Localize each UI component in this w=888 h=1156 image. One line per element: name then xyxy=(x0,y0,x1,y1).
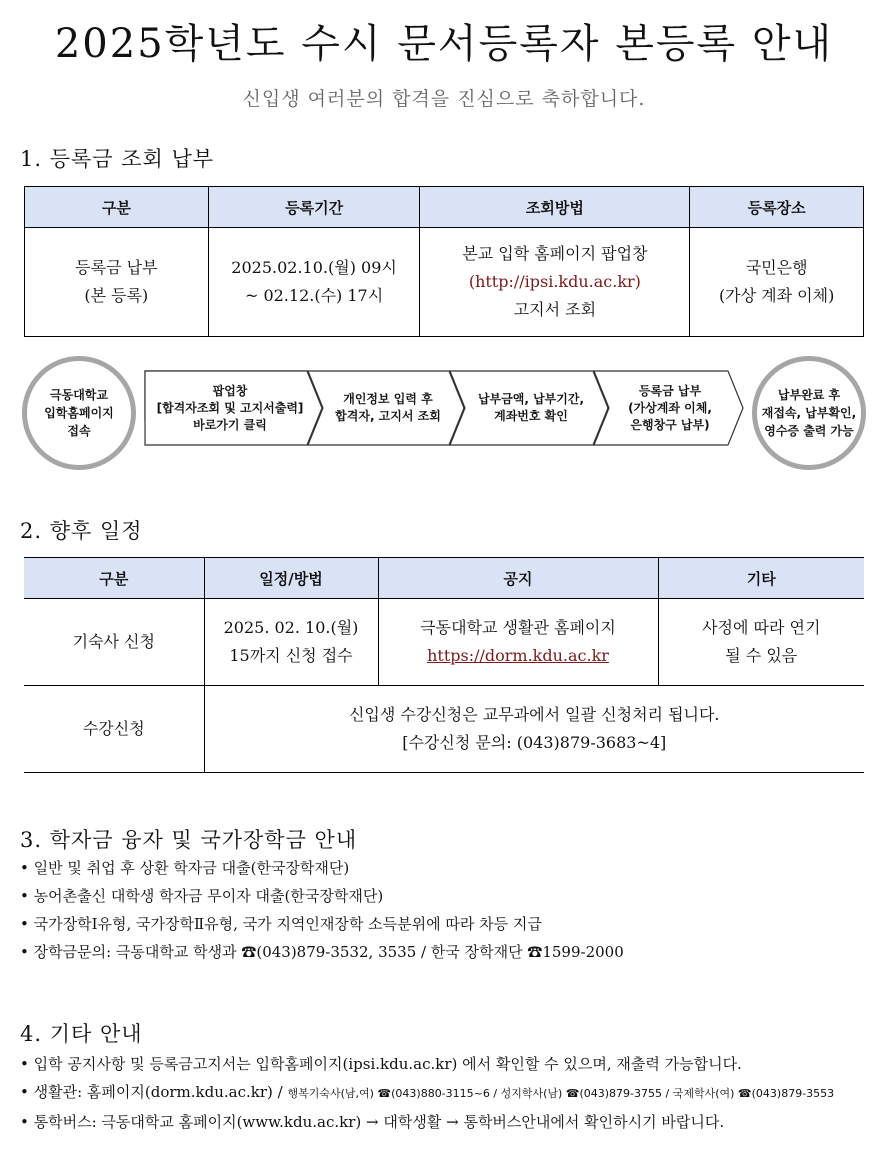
section3-heading: 3. 학자금 융자 및 국가장학금 안내 xyxy=(20,828,358,852)
flow-text: 극동대학교 xyxy=(50,388,108,402)
flow-text: 바로가기 클릭 xyxy=(193,417,267,432)
cell-text: [수강신청 문의: (043)879-3683~4] xyxy=(402,733,667,752)
page-title: 2025학년도 수시 문서등록자 본등록 안내 xyxy=(54,21,834,67)
list-item-text: • 생활관: 홈페이지(dorm.kdu.ac.kr) / xyxy=(20,1083,288,1101)
section4-heading: 4. 기타 안내 xyxy=(20,1022,143,1046)
cell-schedule xyxy=(204,599,378,686)
cell-text: 2025.02.10.(월) 09시 xyxy=(231,258,397,277)
col-header-period: 등록기간 xyxy=(208,187,420,228)
cell-text: 등록금 납부 xyxy=(75,258,158,277)
col-header-method: 조회방법 xyxy=(420,187,690,228)
list-item: • 일반 및 취업 후 상환 학자금 대출(한국장학재단) xyxy=(20,859,350,877)
flow-step-1 xyxy=(145,371,315,445)
flow-text: 납부완료 후 xyxy=(777,388,841,402)
payment-flow-diagram xyxy=(0,346,888,476)
dorm-link[interactable]: https://dorm.kdu.ac.kr xyxy=(427,646,609,665)
flow-start-circle xyxy=(22,356,136,470)
cell-text: 될 수 있음 xyxy=(725,646,798,665)
list-item: • 입학 공지사항 및 등록금고지서는 입학홈페이지(ipsi.kdu.ac.kr) 에서 확인할 수 있으며, 재출력 가능합니다. xyxy=(20,1055,742,1073)
schedule-table xyxy=(24,557,864,773)
cell-etc xyxy=(658,599,864,686)
cell-category: 기숙사 신청 xyxy=(24,599,204,686)
list-item xyxy=(20,1078,834,1108)
cell-text: 신입생 수강신청은 교무과에서 일괄 신청처리 됩니다. xyxy=(348,705,720,724)
cell-period xyxy=(208,228,420,337)
cell-notice xyxy=(378,599,658,686)
table-row xyxy=(25,228,864,337)
cell-place xyxy=(690,228,864,337)
list-item: • 장학금문의: 극동대학교 학생과 ☎(043)879-3532, 3535 / 한국 장학재단 ☎1599-2000 xyxy=(20,943,624,961)
cell-text: 15까지 신청 접수 xyxy=(229,646,353,665)
cell-text: ~ 02.12.(수) 17시 xyxy=(244,286,384,305)
flow-text: (가상계좌 이체, xyxy=(628,400,712,415)
flow-text: 입학홈페이지 xyxy=(44,406,114,420)
flow-text: [합격자조회 및 고지서출력] xyxy=(156,400,304,415)
cell-text: 고지서 조회 xyxy=(513,300,597,319)
section2-heading: 2. 향후 일정 xyxy=(20,519,143,543)
scholarship-list xyxy=(20,854,624,966)
cell-text: (가상 계좌 이체) xyxy=(718,286,835,305)
list-item: • 농어촌출신 대학생 학자금 무이자 대출(한국장학재단) xyxy=(20,887,384,905)
col-header-category: 구분 xyxy=(25,187,209,228)
cell-text: 극동대학교 생활관 홈페이지 xyxy=(420,618,616,637)
dorm-contacts: 행복기숙사(남,여) ☎(043)880-3115~6 / 성지학사(남) ☎(043)879-3755 / 국제학사(여) ☎(043)879-3553 xyxy=(287,1087,835,1100)
cell-course-registration xyxy=(204,686,864,773)
cell-category: 수강신청 xyxy=(24,686,204,773)
flow-step-3 xyxy=(460,371,602,445)
flow-text: 접속 xyxy=(67,424,91,438)
registration-table-header xyxy=(25,187,864,228)
cell-text: 2025. 02. 10.(월) xyxy=(223,618,359,637)
table-row xyxy=(24,599,864,686)
col-header-etc: 기타 xyxy=(658,558,864,599)
cell-text: 사정에 따라 연기 xyxy=(702,618,821,637)
flow-text: 납부금액, 납부기간, xyxy=(477,392,585,406)
other-info-list xyxy=(20,1050,834,1136)
cell-method xyxy=(420,228,690,337)
col-header-place: 등록장소 xyxy=(690,187,864,228)
cell-category xyxy=(25,228,209,337)
list-item: • 국가장학Ⅰ유형, 국가장학Ⅱ유형, 국가 지역인재장학 소득분위에 따라 차등 지급 xyxy=(20,915,542,933)
col-header-schedule: 일정/방법 xyxy=(204,558,378,599)
col-header-category: 구분 xyxy=(24,558,204,599)
section1-heading: 1. 등록금 조회 납부 xyxy=(20,147,215,171)
flow-text: 개인정보 입력 후 xyxy=(343,392,433,406)
flow-step-2 xyxy=(318,371,458,445)
flow-text: 재접속, 납부확인, xyxy=(761,406,857,420)
col-header-notice: 공지 xyxy=(378,558,658,599)
flow-text: 계좌번호 확인 xyxy=(494,409,568,423)
ipsi-url[interactable]: (http://ipsi.kdu.ac.kr) xyxy=(468,272,641,291)
cell-text: 본교 입학 홈페이지 팝업창 xyxy=(462,244,648,263)
schedule-table-header xyxy=(24,558,864,599)
cell-text: 국민은행 xyxy=(745,258,808,277)
flow-text: 등록금 납부 xyxy=(638,383,702,398)
flow-text: 팝업창 xyxy=(212,383,248,398)
cell-text: (본 등록) xyxy=(84,286,149,305)
flow-step-4 xyxy=(604,371,736,445)
flow-end-circle xyxy=(752,356,866,470)
flow-text: 은행창구 납부) xyxy=(630,417,710,432)
list-item: • 통학버스: 극동대학교 홈페이지(www.kdu.ac.kr) → 대학생활 → 통학버스안내에서 확인하시기 바랍니다. xyxy=(20,1113,725,1131)
table-row xyxy=(24,686,864,773)
flow-text: 영수증 출력 가능 xyxy=(764,424,854,438)
flow-text: 합격자, 고지서 조회 xyxy=(335,409,441,423)
registration-table xyxy=(24,186,864,337)
page-subtitle: 신입생 여러분의 합격을 진심으로 축하합니다. xyxy=(242,88,646,110)
